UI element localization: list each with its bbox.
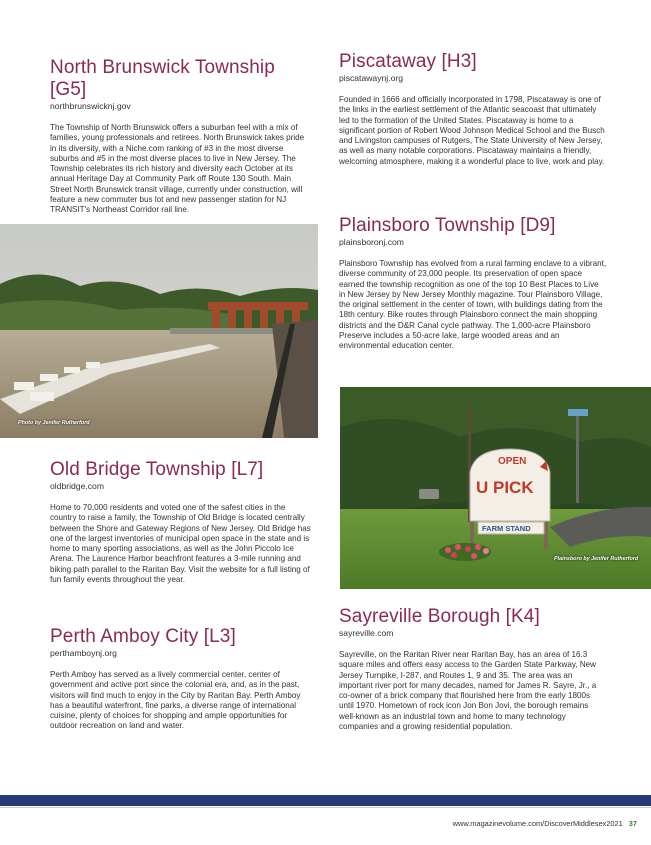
section-link[interactable]: sayreville.com [339, 628, 394, 638]
photo-credit: Photo by Jenifer Rutherford [18, 420, 90, 426]
section-title: North Brunswick Township [G5] [50, 57, 275, 100]
photo-credit: Plainsboro by Jenifer Rutherford [554, 556, 639, 562]
section-body: Founded in 1666 and officially incorporated in 1798, Piscataway is one of the links in the earliest settlement of the Atlantic seacoast that ultimately led to the formation of the United States. Piscataway is home to a significant portion of Robert Wood Johnson Medical School and the Busch and Livingston campuses of Rutgers, The State University of New Jersey, as well as many notable corporations. Piscataway maintains a friendly, welcoming atmosphere, making it a wonderful place to live, work and play. [339, 95, 605, 166]
sign-farmstand-text: FARM STAND [482, 524, 531, 533]
marina-photo [0, 224, 318, 438]
section-link[interactable]: perthamboynj.org [50, 648, 117, 658]
section-title: Plainsboro Township [D9] [339, 215, 556, 236]
section-piscataway [339, 51, 607, 167]
section-title: Piscataway [H3] [339, 51, 477, 72]
section-title: Old Bridge Township [L7] [50, 459, 264, 480]
sign-open-text: OPEN [498, 456, 527, 467]
section-title: Sayreville Borough [K4] [339, 606, 540, 627]
section-body: Home to 70,000 residents and voted one of the safest cities in the country to raise a family, the Township of Old Bridge is located centrally between the Shore and Gateway Regions of New Jersey. Old Bridge has one of the largest inventories of municipal open space in the state and is home to many sporting associations, as well as the John Piccolo Ice Arena. The Laurence Harbor beachfront features a 3-mile running and biking path parallel to the Raritan Bay. Visit the website for a full listing of fun family events throughout the year. [50, 503, 311, 585]
footer-divider [0, 807, 651, 808]
sign-upick-text: U PICK [476, 478, 534, 497]
section-perth-amboy [50, 626, 312, 732]
section-old-bridge [50, 459, 312, 585]
section-link[interactable]: piscatawaynj.org [339, 73, 404, 83]
section-link[interactable]: plainsboronj.com [339, 237, 404, 247]
page-number: 37 [628, 819, 637, 828]
footer-bar [0, 795, 651, 806]
section-title: Perth Amboy City [L3] [50, 626, 236, 647]
footer [453, 819, 637, 828]
footer-url[interactable]: www.magazinevolume.com/DiscoverMiddlesex2021 [452, 819, 623, 828]
section-link[interactable]: oldbridge.com [50, 481, 104, 491]
section-link[interactable]: northbrunswicknj.gov [50, 101, 131, 111]
section-body: Perth Amboy has served as a lively commercial center, center of government and active port since the colonial era, and, as in the past, visitors will find much to enjoy in the City by Raritan Bay. Perth Amboy has a beautiful waterfront, fine parks, a diverse range of international cuisine, plenty of choices for shopping and ample opportunities for outdoor recreation on land and water. [50, 670, 301, 731]
section-plainsboro [339, 215, 607, 352]
section-sayreville [339, 606, 607, 732]
section-body: Sayreville, on the Raritan River near Raritan Bay, has an area of 16.3 square miles and offers easy access to the Garden State Parkway, New Jersey Turnpike, I-287, and Routes 1, 9 and 35. The area was an important river port for many decades, named for James R. Sayre, Jr., a co-owner of a brick company that flourished here from the early 1800s until 1970. Hometown of rock icon Jon Bon Jovi, the borough remains well-known as an industrial town and home to many technology companies and a growing residential population. [339, 650, 597, 732]
section-body: Plainsboro Township has evolved from a rural farming enclave to a vibrant, diverse community of 23,000 people. Its preservation of open space earned the township recognition as one of the top 10 Best Places to Live in New Jersey by New Jersey Monthly magazine. Tour Plainsboro Village, the original settlement in the center of town, with buildings dating from the 18th century. Bike routes through Plainsboro connect the main shopping districts and the D&R Canal cycle pathway. The 1,000-acre Plainsboro Preserve includes a 50-acre lake, large wooded areas and an environmental education center. [339, 259, 607, 351]
section-north-brunswick [50, 57, 312, 216]
section-body: The Township of North Brunswick offers a suburban feel with a mix of families, young professionals and retirees. North Brunswick takes pride in its diversity, with a Niche.com ranking of #3 in the most diverse suburbs and #5 in the most diverse places to live in New Jersey. The Township celebrates its rich history and diversity each October at its annual Heritage Day at Community Park off Route 130 South. Main Street North Brunswick transit village, currently under construction, will feature a new commuter bus lot and new passenger station for NJ TRANSIT's Northeast Corridor rail line. [50, 123, 305, 215]
